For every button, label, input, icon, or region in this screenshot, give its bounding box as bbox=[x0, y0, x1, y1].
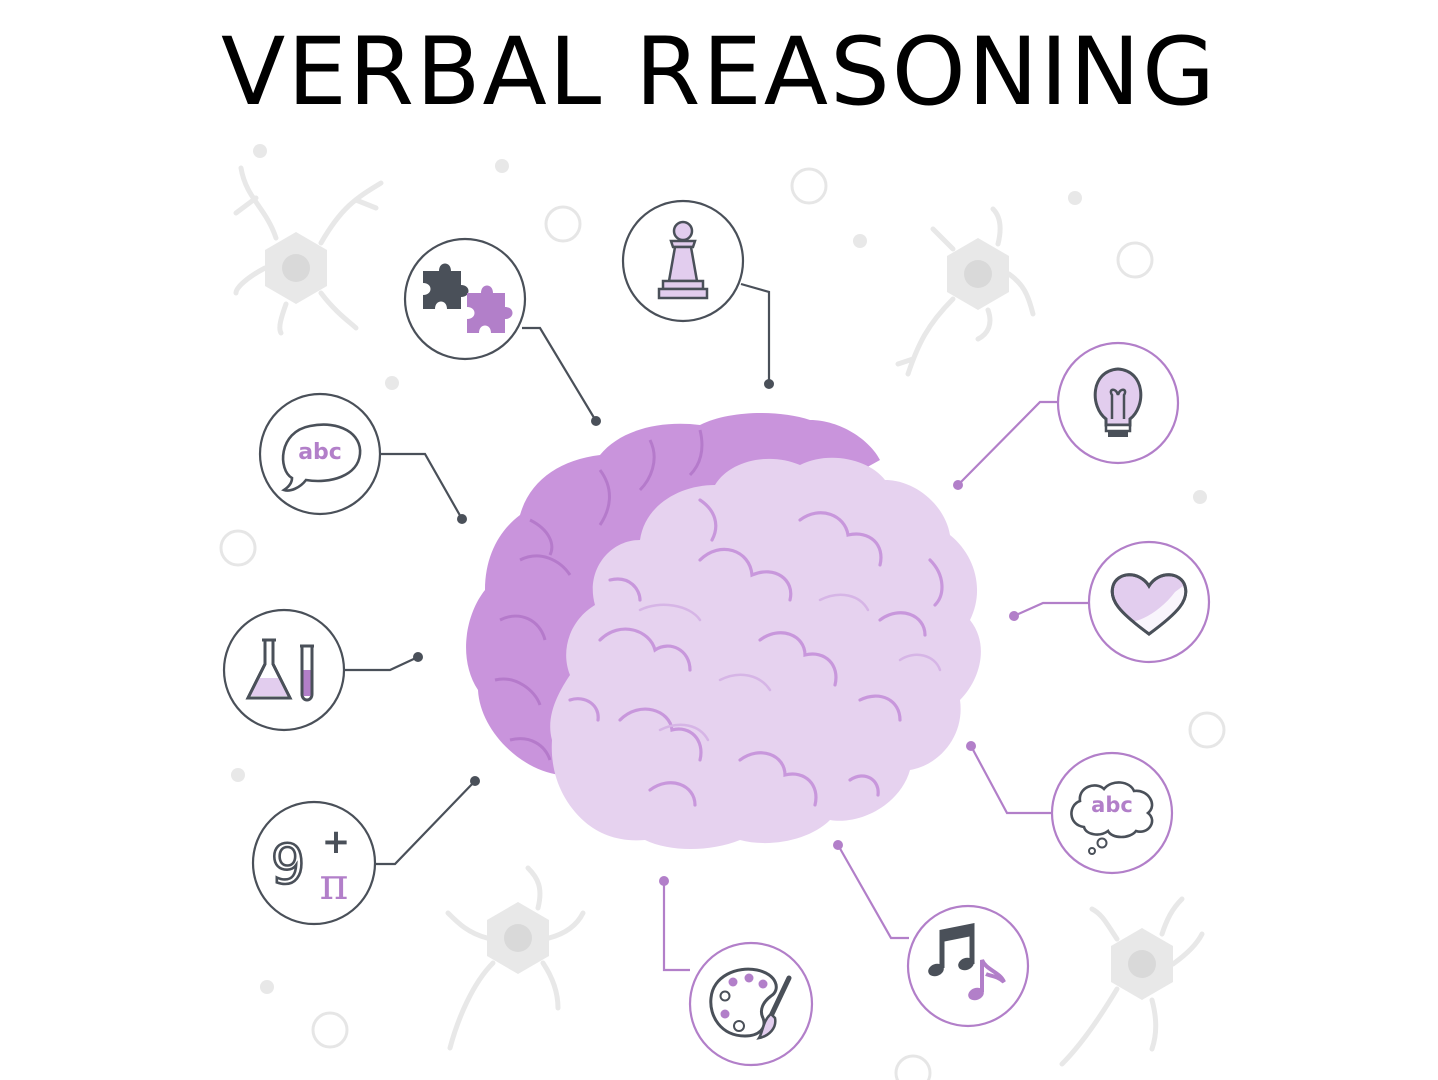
brain bbox=[466, 413, 981, 849]
connector-science bbox=[345, 657, 418, 670]
connector-thought bbox=[971, 746, 1051, 813]
speech-bubble-text: abc bbox=[298, 440, 342, 465]
thought-bubble-icon bbox=[1052, 753, 1172, 873]
connector-music bbox=[838, 845, 909, 938]
page-title: VERBAL REASONING bbox=[221, 18, 1217, 127]
connector-puzzle bbox=[522, 328, 596, 421]
connector-palette bbox=[664, 881, 690, 970]
connector-math bbox=[376, 781, 475, 864]
connector-bulb bbox=[958, 402, 1057, 485]
lightbulb-icon bbox=[1058, 343, 1178, 463]
neuron-shape bbox=[1062, 899, 1202, 1064]
chess-pawn-icon bbox=[623, 201, 743, 321]
connector-chess bbox=[741, 284, 769, 384]
math-icon bbox=[253, 802, 375, 924]
math-pi: π bbox=[319, 859, 349, 910]
palette-icon bbox=[690, 943, 812, 1065]
connector-heart bbox=[1014, 603, 1090, 616]
speech-bubble-icon bbox=[260, 394, 380, 514]
neuron-shape bbox=[448, 868, 583, 1048]
puzzle-icon bbox=[405, 239, 525, 359]
neuron-shape bbox=[236, 168, 381, 333]
neuron-shape bbox=[898, 209, 1033, 374]
math-plus: + bbox=[321, 822, 351, 862]
flask-icon bbox=[224, 610, 344, 730]
math-nine: 9 bbox=[270, 833, 306, 896]
thought-bubble-text: abc bbox=[1091, 793, 1133, 817]
music-notes-icon bbox=[908, 906, 1028, 1026]
connector-speech bbox=[379, 454, 462, 519]
heart-icon bbox=[1089, 542, 1209, 662]
